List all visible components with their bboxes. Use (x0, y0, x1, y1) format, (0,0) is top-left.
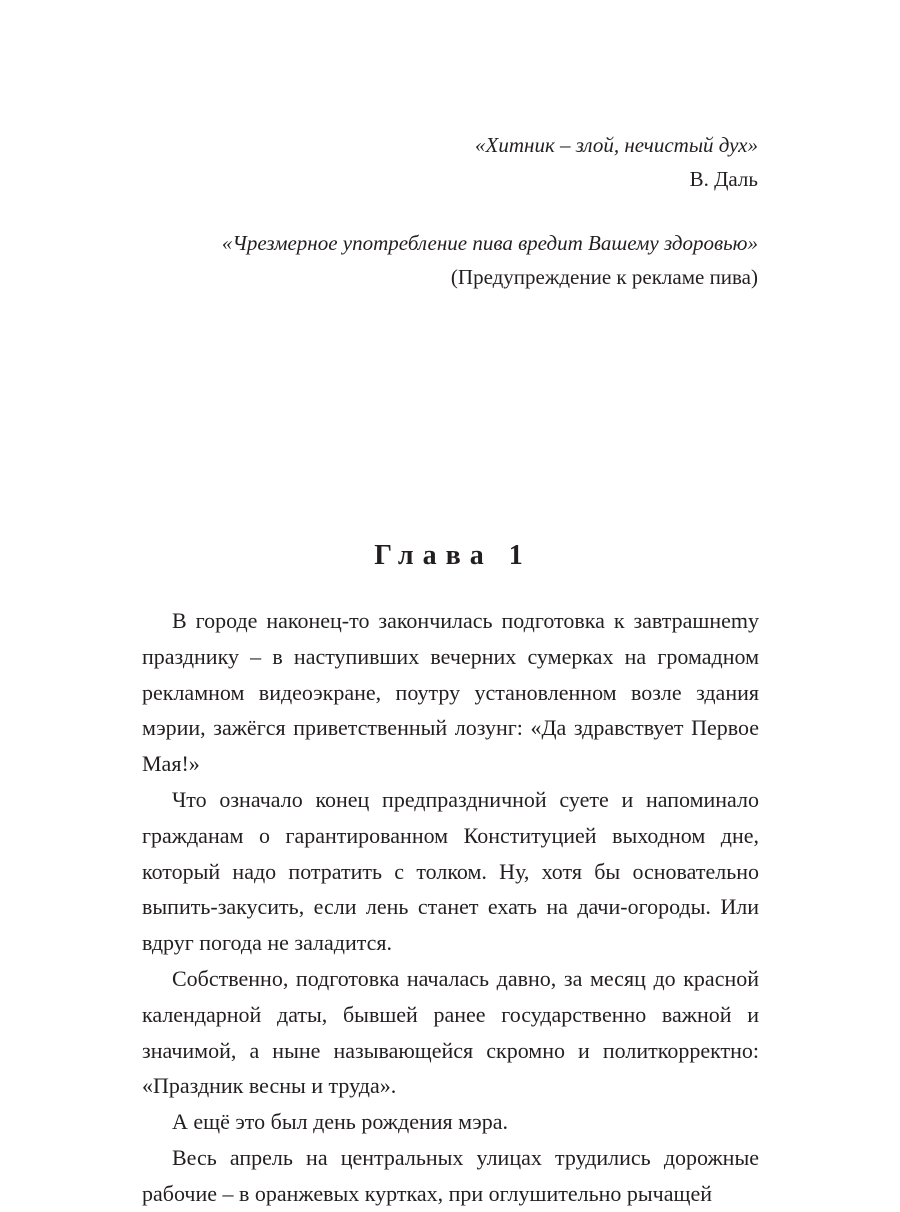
epigraph-quote: «Чрезмерное употребление пива вредит Вашему здоровью» (221, 231, 758, 255)
chapter-title: Глава 1 (374, 540, 532, 571)
epigraph-source: (Предупреждение к рекламе пива) (450, 265, 758, 289)
paragraph: Весь апрель на центральных улицах трудились дорожные рабочие – в оранжевых куртках, при оглушительно рычащей (142, 1144, 759, 1206)
paragraph: А ещё это был день рождения мэра. (172, 1109, 509, 1135)
epigraphs (150, 128, 758, 294)
chapter-body (142, 603, 759, 1212)
paragraph: Что означало конец предпраздничной суете и напоминало гражданам о гарантированном Конституцией выходном дне, который надо потратить с толком. Ну, хотя бы основательно выпить-закусить, если лень станет ехать на дачи-огороды. Или вдруг погода не заладится. (142, 786, 759, 956)
paragraph: В городе наконец-то закончилась подготовка к завтрашнеmу празднику – в наступивших вечерних сумерках на громадном рекламном видеоэкране, поутру установленном возле здания мэрии, зажёгся приветственный лозунг: «Да здравствует Первое Мая!» (142, 608, 759, 777)
epigraph-quote: «Хитник – злой, нечистый дух» (475, 133, 758, 157)
epigraph-beer-warning (150, 226, 758, 294)
paragraph: Собственно, подготовка началась давно, за месяц до красной календарной даты, бывшей ранее государственно важной и значимой, а ныне называющейся скромно и политкорректно: «Праздник весны и труда». (142, 965, 759, 1099)
epigraph-source: В. Даль (689, 167, 758, 191)
epigraph-dal (150, 128, 758, 196)
